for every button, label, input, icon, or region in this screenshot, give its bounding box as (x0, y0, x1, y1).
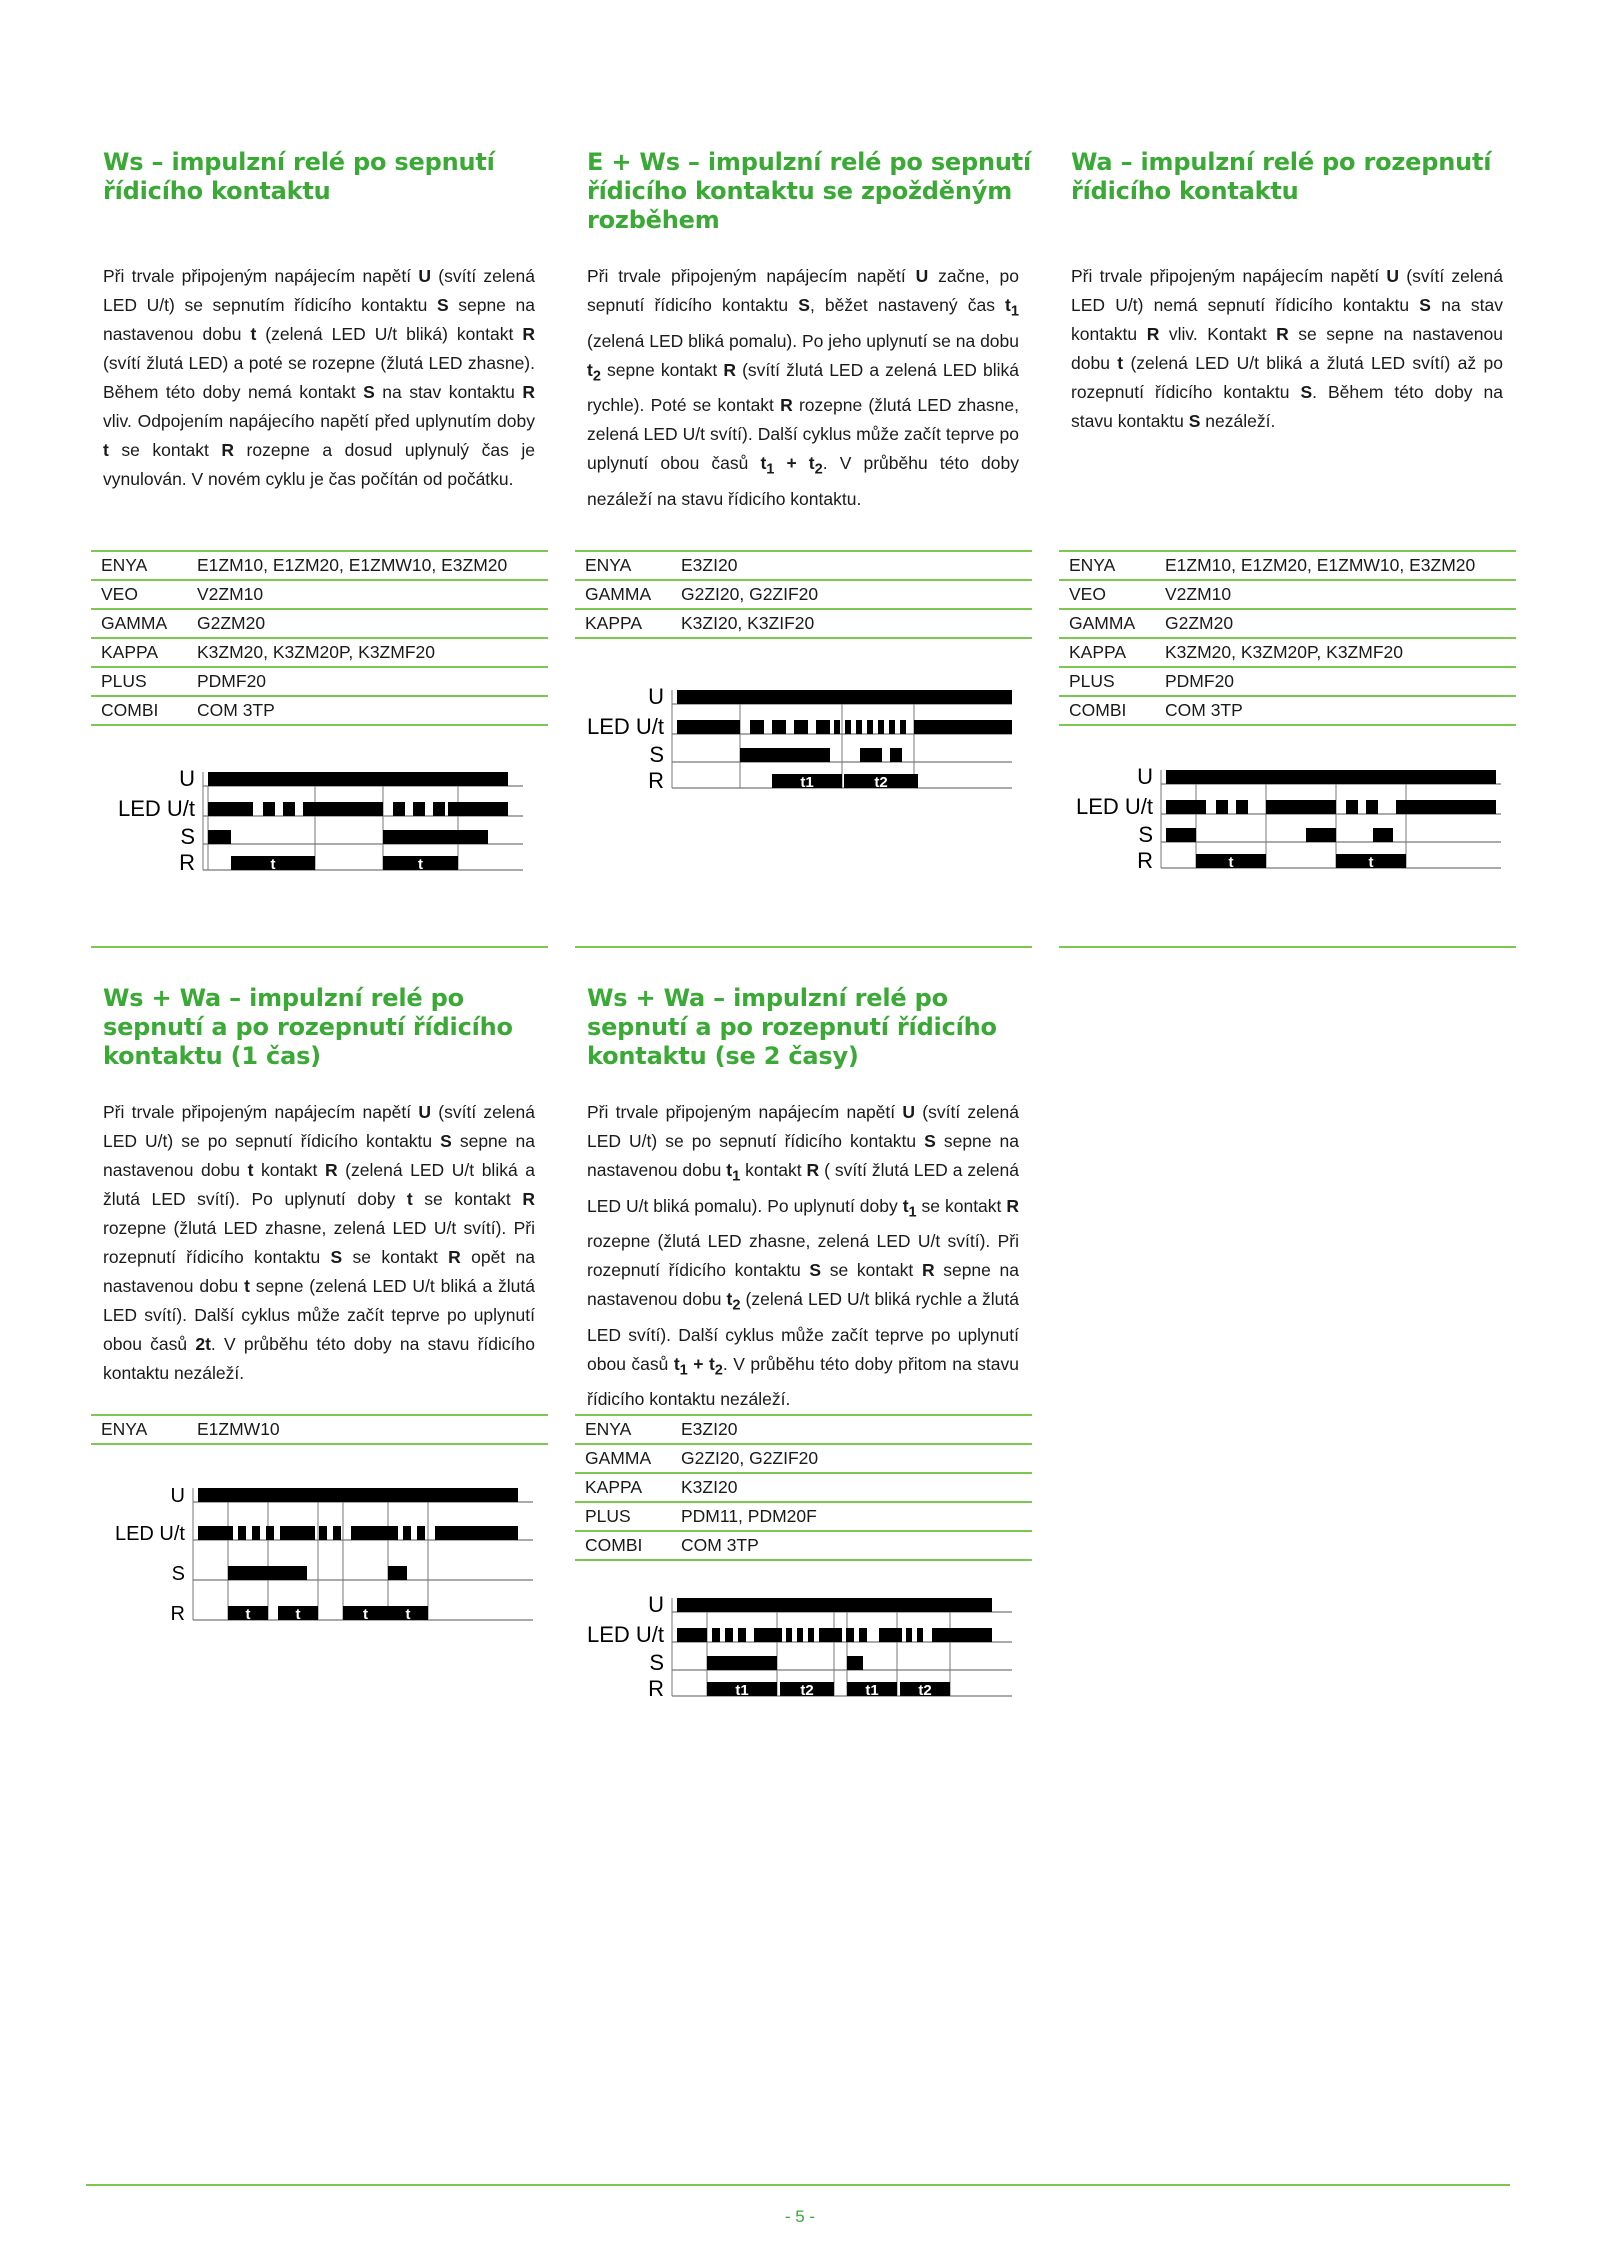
led-ut-bar (712, 1628, 720, 1642)
product-types: K3ZM20, K3ZM20P, K3ZMF20 (1155, 638, 1516, 667)
section-ws-wa-2 (585, 984, 1042, 1701)
product-row (575, 609, 1032, 638)
control-s-bar (383, 830, 488, 844)
section-title: Ws – impulzní relé po sepnutí řídicího kontaktu (103, 148, 495, 205)
signal-label: S (171, 1563, 185, 1585)
product-row (91, 551, 548, 580)
control-s-bar (740, 748, 830, 762)
section-description: Při trvale připojeným napájecím napětí U (svítí zelená LED U/t) nemá sepnutí řídicího kontaktu S na stav kontaktu R vliv. Kontakt R se sepne na nastavenou dobu t (zelená LED U/t bliká a žlutá LED svítí) až po rozepnutí řídicího kontaktu S. Během této doby na stavu kontaktu S nezáleží. (1071, 266, 1503, 431)
led-ut-bar (393, 802, 405, 816)
section-divider (91, 946, 548, 948)
supply-u-bar (677, 1598, 992, 1612)
section-divider (1059, 946, 1516, 948)
product-row (1059, 667, 1516, 696)
led-ut-bar (403, 1526, 411, 1540)
led-ut-bar (750, 720, 764, 734)
section-description: Při trvale připojeným napájecím napětí U (svítí zelená LED U/t) se po sepnutí řídicího kontaktu S sepne na nastavenou dobu $t_1$ kontakt R ( svítí žlutá LED a zelená LED U/t bliká pomalu). Po uplynutí doby $t_1$ se kontakt R rozepne (žlutá LED zhasne, zelená LED U/t svítí). Při rozepnutí řídicího kontaktu S se kontakt R sepne na nastavenou dobu $t_2$ (zelená LED U/t bliká rychle a žlutá LED svítí). Další cyklus může začít teprve po uplynutí obou časů $t_1 + t_2$. V průběhu této doby přitom na stavu řídicího kontaktu nezáleží. (587, 1102, 1019, 1409)
led-ut-bar (914, 720, 1012, 734)
led-ut-bar (867, 720, 873, 734)
timing-diagram (103, 758, 543, 908)
timing-label: t (295, 1606, 301, 1623)
product-family: GAMMA (1059, 609, 1155, 638)
led-ut-bar (816, 720, 830, 734)
product-types: COM 3TP (187, 696, 548, 725)
led-ut-bar (315, 802, 383, 816)
led-ut-bar (1396, 800, 1496, 814)
product-family: GAMMA (91, 609, 187, 638)
product-table (91, 1414, 548, 1445)
product-row (1059, 609, 1516, 638)
led-ut-bar (889, 720, 895, 734)
section-e-ws (585, 148, 1042, 793)
product-types: V2ZM10 (187, 580, 548, 609)
control-s-bar (890, 748, 902, 762)
timing-label: t1 (800, 774, 814, 791)
product-types: E3ZI20 (671, 1415, 1032, 1444)
timing-label: t1 (735, 1682, 749, 1699)
product-row (575, 1531, 1032, 1560)
led-ut-bar (677, 720, 740, 734)
timing-label: t (418, 856, 423, 873)
product-types: PDMF20 (187, 667, 548, 696)
led-ut-bar (208, 802, 253, 816)
timing-label: t (245, 1606, 251, 1623)
product-types: G2ZI20, G2ZIF20 (671, 580, 1032, 609)
led-ut-bar (351, 1526, 398, 1540)
signal-label: R (648, 768, 664, 793)
signal-label: S (649, 1650, 664, 1675)
led-ut-bar (794, 720, 808, 734)
led-ut-bar (433, 802, 445, 816)
led-ut-bar (677, 1628, 707, 1642)
product-row (91, 580, 548, 609)
signal-label: LED U/t (1075, 794, 1153, 819)
supply-u-bar (677, 690, 1012, 704)
section-ws-wa-1 (101, 984, 558, 1624)
product-family: PLUS (1059, 667, 1155, 696)
product-types: V2ZM10 (1155, 580, 1516, 609)
product-table (575, 1414, 1032, 1561)
led-ut-bar (319, 1526, 327, 1540)
led-ut-bar (1266, 800, 1336, 814)
supply-u-bar (198, 1488, 518, 1502)
timing-label: t1 (865, 1682, 879, 1699)
section-divider (575, 946, 1032, 948)
product-types: G2ZI20, G2ZIF20 (671, 1444, 1032, 1473)
section-description: Při trvale připojeným napájecím napětí U začne, po sepnutí řídicího kontaktu S, běžet nastavený čas $t_1$ (zelená LED bliká pomalu). Po jeho uplynutí se na dobu $t_2$ sepne kontakt R (svítí žlutá LED a zelená LED bliká rychle). Poté se kontakt R rozepne (žlutá LED zhasne, zelená LED U/t svítí). Další cyklus může začít teprve po uplynutí obou časů $t_1 + t_2$. V průběhu této doby nezáleží na stavu řídicího kontaktu. (587, 266, 1020, 509)
product-family: COMBI (575, 1531, 671, 1560)
signal-label: U (170, 1485, 185, 1507)
timing-diagram (93, 1474, 533, 1624)
led-ut-bar (725, 1628, 733, 1642)
product-row (575, 1502, 1032, 1531)
led-ut-bar (303, 802, 315, 816)
led-ut-bar (1366, 800, 1378, 814)
product-row (91, 667, 548, 696)
led-ut-bar (772, 720, 786, 734)
control-s-bar (1373, 828, 1393, 842)
product-family: PLUS (575, 1502, 671, 1531)
product-row (575, 580, 1032, 609)
product-row (575, 1473, 1032, 1502)
led-ut-bar (900, 720, 906, 734)
product-types: G2ZM20 (1155, 609, 1516, 638)
led-ut-bar (845, 720, 851, 734)
led-ut-bar (198, 1526, 233, 1540)
product-row (91, 609, 548, 638)
product-family: VEO (1059, 580, 1155, 609)
section-title: Ws + Wa – impulzní relé po sepnutí a po rozepnutí řídicího kontaktu (1 čas) (103, 984, 513, 1070)
signal-label: LED U/t (117, 796, 195, 821)
product-table (575, 550, 1032, 639)
led-ut-bar (448, 802, 508, 816)
product-types: E3ZI20 (671, 551, 1032, 580)
led-ut-bar (1346, 800, 1358, 814)
product-row (575, 551, 1032, 580)
control-s-bar (847, 1656, 863, 1670)
led-ut-bar (333, 1526, 341, 1540)
led-ut-bar (856, 720, 862, 734)
product-row (1059, 638, 1516, 667)
control-s-bar (1166, 828, 1196, 842)
led-ut-bar (846, 1628, 854, 1642)
led-ut-bar (1216, 800, 1228, 814)
product-family: ENYA (91, 1415, 187, 1444)
signal-label: LED U/t (586, 714, 664, 739)
product-family: ENYA (575, 1415, 671, 1444)
product-family: GAMMA (575, 1444, 671, 1473)
led-ut-bar (252, 1526, 260, 1540)
signal-label: R (179, 850, 195, 875)
product-family: ENYA (1059, 551, 1155, 580)
led-ut-bar (786, 1628, 792, 1642)
signal-label: R (170, 1603, 185, 1624)
led-ut-bar (879, 1628, 902, 1642)
led-ut-bar (808, 1628, 814, 1642)
product-row (91, 696, 548, 725)
led-ut-bar (797, 1628, 803, 1642)
timing-diagram (572, 676, 1012, 806)
product-types: E1ZMW10 (187, 1415, 548, 1444)
timing-label: t (1228, 854, 1234, 871)
control-s-bar (228, 1566, 307, 1580)
led-ut-bar (417, 1526, 425, 1540)
product-family: GAMMA (575, 580, 671, 609)
product-family: KAPPA (91, 638, 187, 667)
product-row (1059, 580, 1516, 609)
signal-label: S (180, 824, 195, 849)
product-family: ENYA (575, 551, 671, 580)
section-title: Wa – impulzní relé po rozepnutí řídicího kontaktu (1071, 148, 1492, 205)
led-ut-bar (906, 1628, 912, 1642)
product-family: COMBI (91, 696, 187, 725)
product-types: G2ZM20 (187, 609, 548, 638)
product-row (575, 1415, 1032, 1444)
timing-label: t (405, 1606, 411, 1623)
section-ws (101, 148, 558, 875)
product-family: KAPPA (1059, 638, 1155, 667)
led-ut-bar (1236, 800, 1248, 814)
timing-label: t (270, 856, 276, 873)
product-family: VEO (91, 580, 187, 609)
led-ut-bar (932, 1628, 992, 1642)
timing-label: t (363, 1606, 368, 1623)
control-s-bar (1306, 828, 1336, 842)
led-ut-bar (263, 802, 275, 816)
product-row (91, 638, 548, 667)
led-ut-bar (280, 1526, 315, 1540)
led-ut-bar (834, 720, 840, 734)
product-types: K3ZI20 (671, 1473, 1032, 1502)
signal-label: LED U/t (586, 1622, 664, 1647)
led-ut-bar (266, 1526, 274, 1540)
section-wa (1069, 148, 1526, 873)
control-s-bar (388, 1566, 407, 1580)
control-s-bar (860, 748, 882, 762)
timing-diagram (1061, 756, 1501, 906)
product-row (1059, 551, 1516, 580)
signal-label: U (1137, 764, 1153, 789)
led-ut-bar (283, 802, 295, 816)
signal-label: R (648, 1676, 664, 1701)
supply-u-bar (208, 772, 508, 786)
led-ut-bar (238, 1526, 246, 1540)
product-row (575, 1444, 1032, 1473)
signal-label: U (179, 766, 195, 791)
signal-label: LED U/t (114, 1523, 185, 1545)
led-ut-bar (413, 802, 425, 816)
page-number: - 5 - (784, 2207, 816, 2226)
product-row (91, 1415, 548, 1444)
timing-label: t2 (874, 774, 888, 791)
product-types: K3ZI20, K3ZIF20 (671, 609, 1032, 638)
led-ut-bar (859, 1628, 867, 1642)
led-ut-bar (738, 1628, 746, 1642)
signal-label: S (649, 742, 664, 767)
product-types: PDMF20 (1155, 667, 1516, 696)
signal-label: S (1138, 822, 1153, 847)
product-family: ENYA (91, 551, 187, 580)
timing-label: t (1368, 854, 1374, 871)
product-table (91, 550, 548, 726)
timing-label: t2 (800, 1682, 814, 1699)
footer-rule (86, 2184, 1510, 2186)
product-family: PLUS (91, 667, 187, 696)
product-family: KAPPA (575, 1473, 671, 1502)
product-family: KAPPA (575, 609, 671, 638)
control-s-bar (208, 830, 231, 844)
product-types: K3ZM20, K3ZM20P, K3ZMF20 (187, 638, 548, 667)
signal-label: U (648, 684, 664, 709)
product-types: E1ZM10, E1ZM20, E1ZMW10, E3ZM20 (1155, 551, 1516, 580)
timing-diagram (572, 1584, 1012, 1724)
led-ut-bar (878, 720, 884, 734)
signal-label: R (1137, 848, 1153, 873)
product-types: E1ZM10, E1ZM20, E1ZMW10, E3ZM20 (187, 551, 548, 580)
product-types: PDM11, PDM20F (671, 1502, 1032, 1531)
led-ut-bar (754, 1628, 782, 1642)
product-table (1059, 550, 1516, 726)
section-description: Při trvale připojeným napájecím napětí U (svítí zelená LED U/t) se sepnutím řídicího kontaktu S sepne na nastavenou dobu t (zelená LED U/t bliká) kontakt R (svítí žlutá LED) a poté se rozepne (žlutá LED zhasne). Během této doby nemá kontakt S na stav kontaktu R vliv. Odpojením napájecího napětí před uplynutím doby t se kontakt R rozepne a dosud uplynulý čas je vynulován. V novém cyklu je čas počítán od počátku. (103, 266, 536, 489)
signal-label: U (648, 1592, 664, 1617)
section-description: Při trvale připojeným napájecím napětí U (svítí zelená LED U/t) se po sepnutí řídicího kontaktu S sepne na nastavenou dobu t kontakt R (zelená LED U/t bliká a žlutá LED svítí). Po uplynutí doby t se kontakt R rozepne (žlutá LED zhasne, zelená LED U/t svítí). Při rozepnutí řídicího kontaktu S se kontakt R opět na nastavenou dobu t sepne (zelená LED U/t bliká a žlutá LED svítí). Další cyklus může začít teprve po uplynutí obou časů 2t. V průběhu této doby na stavu řídicího kontaktu nezáleží. (103, 1102, 536, 1383)
led-ut-bar (1166, 800, 1206, 814)
timing-label: t2 (918, 1682, 932, 1699)
control-s-bar (707, 1656, 777, 1670)
led-ut-bar (819, 1628, 842, 1642)
section-title: Ws + Wa – impulzní relé po sepnutí a po rozepnutí řídicího kontaktu (se 2 časy) (587, 984, 997, 1070)
product-types: COM 3TP (671, 1531, 1032, 1560)
section-title: E + Ws – impulzní relé po sepnutí řídicího kontaktu se zpožděným rozběhem (587, 148, 1032, 234)
supply-u-bar (1166, 770, 1496, 784)
product-types: COM 3TP (1155, 696, 1516, 725)
led-ut-bar (435, 1526, 518, 1540)
led-ut-bar (917, 1628, 923, 1642)
product-row (1059, 696, 1516, 725)
product-family: COMBI (1059, 696, 1155, 725)
